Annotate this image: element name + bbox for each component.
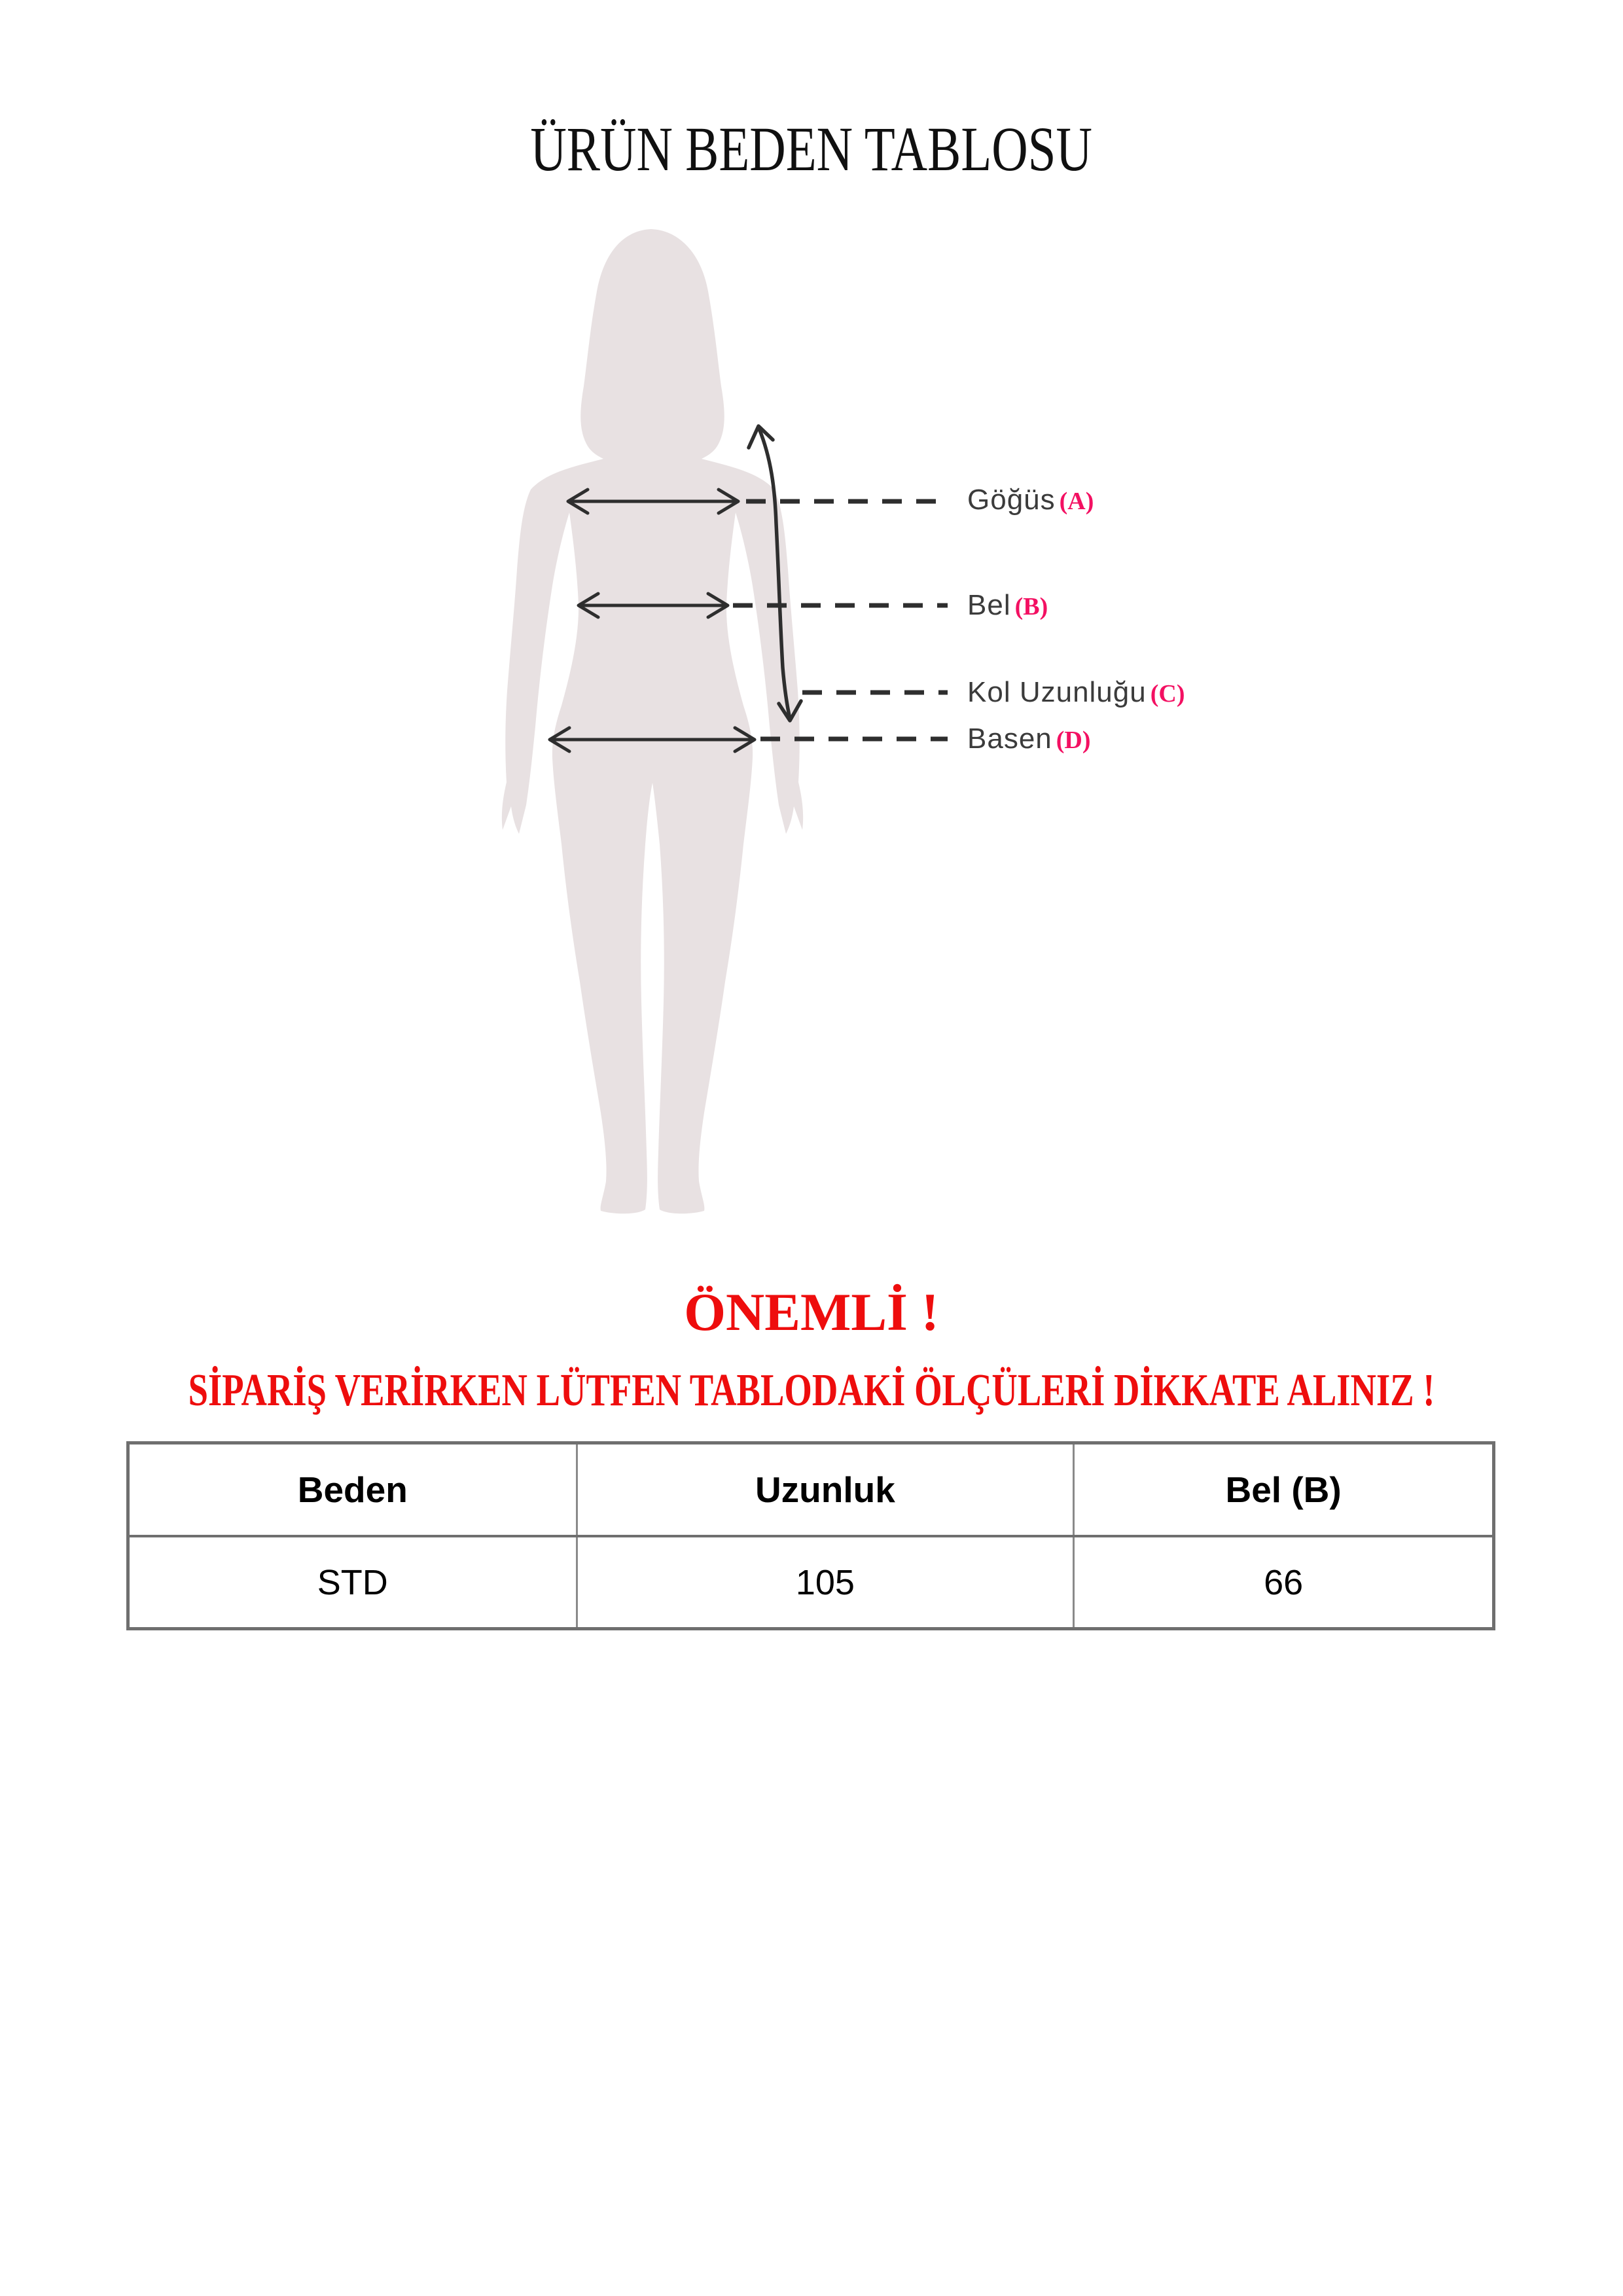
measure-letter: (C) bbox=[1150, 680, 1185, 708]
header-uzunluk: Uzunluk bbox=[577, 1443, 1074, 1537]
page-title-text: ÜRÜN BEDEN TABLOSU bbox=[530, 114, 1093, 184]
measure-letter: (B) bbox=[1014, 593, 1048, 620]
important-subheading bbox=[0, 1365, 1623, 1416]
cell-beden: STD bbox=[128, 1536, 577, 1629]
female-silhouette bbox=[502, 229, 803, 1213]
measure-label-hip bbox=[967, 723, 1091, 755]
measure-label-waist bbox=[967, 589, 1048, 622]
cell-uzunluk: 105 bbox=[577, 1536, 1074, 1629]
size-table-data-row bbox=[128, 1536, 1494, 1629]
measure-label-chest bbox=[967, 484, 1094, 516]
measure-letter: (A) bbox=[1059, 488, 1094, 515]
important-heading: ÖNEMLİ ! bbox=[684, 1282, 939, 1342]
cell-bel: 66 bbox=[1074, 1536, 1494, 1629]
header-bel: Bel (B) bbox=[1074, 1443, 1494, 1537]
measure-name: Bel bbox=[967, 589, 1011, 621]
size-table-header-row bbox=[128, 1443, 1494, 1537]
header-beden: Beden bbox=[128, 1443, 577, 1537]
measure-name: Göğüs bbox=[967, 484, 1056, 516]
measure-name: Kol Uzunluğu bbox=[967, 676, 1147, 708]
measure-label-arm-length bbox=[967, 676, 1185, 709]
important-subheading-text: SİPARİŞ VERİRKEN LÜTFEN TABLODAKİ ÖLÇÜLERİ DİKKATE ALINIZ ! bbox=[188, 1365, 1435, 1416]
measure-letter: (D) bbox=[1056, 726, 1091, 754]
measure-name: Basen bbox=[967, 723, 1052, 755]
size-table bbox=[126, 1441, 1495, 1630]
